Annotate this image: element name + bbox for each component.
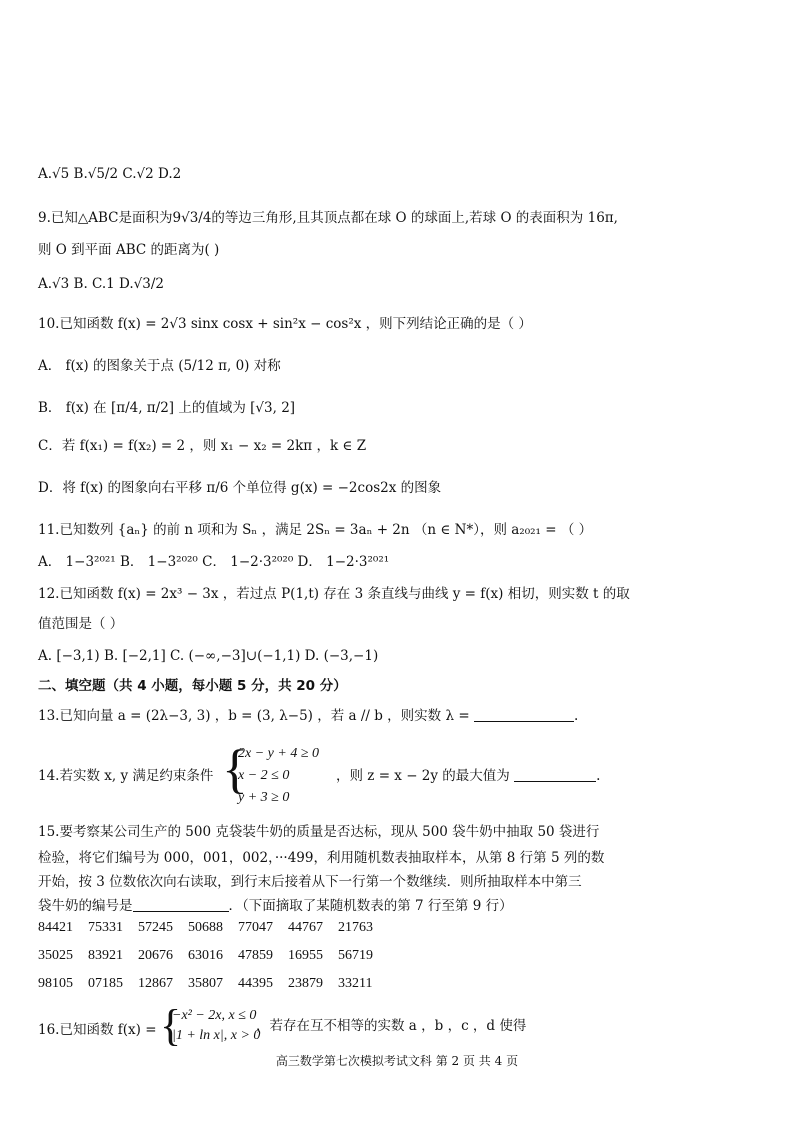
q14-constraint-3: y + 3 ≥ 0 bbox=[238, 790, 290, 805]
q12-options: A. [−3,1) B. [−2,1] C. (−∞,−3]∪(−1,1) D. (−3,−1) bbox=[38, 648, 379, 664]
q14-post-text: ，则 z = x − 2y 的最大值为 bbox=[336, 768, 510, 784]
q11-stem: 11.已知数列 {aₙ} 的前 n 项和为 Sₙ ，满足 2Sₙ = 3aₙ + 2n （n ∈ N*），则 a₂₀₂₁ = （ ） bbox=[38, 522, 593, 538]
q16-case-1: −x² − 2x, x ≤ 0 bbox=[172, 1008, 257, 1023]
q16-post: ，若存在互不相等的实数 a ，b ，c ，d 使得 bbox=[256, 1018, 527, 1034]
random-number-table bbox=[38, 920, 758, 1004]
q9-stem-line1: 9.已知△ABC是面积为9√3/4的等边三角形,且其顶点都在球 O 的球面上,若球 O 的表面积为 16π, bbox=[38, 210, 618, 226]
q15-line1: 15.要考察某公司生产的 500 克袋装牛奶的质量是否达标，现从 500 袋牛奶中抽取 50 袋进行 bbox=[38, 824, 600, 840]
q15-line4-tail: ．（下面摘取了某随机数表的第 7 行至第 9 行） bbox=[228, 898, 513, 914]
q14-post bbox=[336, 766, 600, 786]
q9-stem-line2: 则 O 到平面 ABC 的距离为( ) bbox=[38, 242, 220, 258]
table-cell: 23879 bbox=[288, 976, 323, 991]
table-cell: 12867 bbox=[138, 976, 173, 991]
q15-line4 bbox=[38, 896, 513, 916]
q10-option-b: B． f(x) 在 [π/4, π/2] 上的值域为 [√3, 2] bbox=[38, 400, 296, 416]
page-footer: 高三数学第七次模拟考试文科 第 2 页 共 4 页 bbox=[275, 1054, 519, 1068]
q10-stem: 10.已知函数 f(x) = 2√3 sinx cosx + sin²x − cos²x ，则下列结论正确的是（ ） bbox=[38, 316, 532, 332]
q13-text: 13.已知向量 a = (2λ−3, 3) ，b = (3, λ−5) ，若 a // b ，则实数 λ = bbox=[38, 708, 470, 724]
q12-stem-line1: 12.已知函数 f(x) = 2x³ − 3x ，若过点 P(1,t) 存在 3 条直线与曲线 y = f(x) 相切，则实数 t 的取 bbox=[38, 586, 630, 602]
q14-answer-blank[interactable] bbox=[514, 767, 596, 782]
q12-stem-line2: 值范围是（ ） bbox=[38, 616, 124, 632]
q15-line4-text: 袋牛奶的编号是 bbox=[38, 898, 133, 914]
table-cell: 83921 bbox=[88, 948, 123, 963]
q16-case-2: |1 + ln x|, x > 0 bbox=[172, 1028, 261, 1043]
table-cell: 56719 bbox=[338, 948, 373, 963]
table-cell: 21763 bbox=[338, 920, 373, 935]
table-cell: 35025 bbox=[38, 948, 73, 963]
q13-answer-blank[interactable] bbox=[474, 707, 574, 722]
table-cell: 84421 bbox=[38, 920, 73, 935]
q16-pre: 16.已知函数 f(x) = bbox=[38, 1022, 157, 1038]
q15-line2: 检验，将它们编号为 000，001，002，···499，利用随机数表抽取样本，从第 8 行第 5 列的数 bbox=[38, 850, 605, 866]
q14-brace: { bbox=[222, 739, 248, 799]
q15-answer-blank[interactable] bbox=[133, 897, 229, 912]
q10-option-d: D．将 f(x) 的图象向右平移 π/6 个单位得 g(x) = −2cos2x 的图象 bbox=[38, 480, 442, 496]
q13-stem bbox=[38, 706, 578, 726]
q14-constraint-2: x − 2 ≤ 0 bbox=[238, 768, 290, 783]
table-cell: 50688 bbox=[188, 920, 223, 935]
q8-options: A.√5 B.√5/2 C.√2 D.2 bbox=[38, 166, 182, 182]
q10-option-a: A． f(x) 的图象关于点 (5/12 π, 0) 对称 bbox=[38, 358, 281, 374]
table-cell: 33211 bbox=[338, 976, 373, 991]
table-cell: 98105 bbox=[38, 976, 73, 991]
table-cell: 07185 bbox=[88, 976, 123, 991]
table-cell: 75331 bbox=[88, 920, 123, 935]
q9-options: A.√3 B. C.1 D.√3/2 bbox=[38, 276, 165, 292]
table-cell: 16955 bbox=[288, 948, 323, 963]
q14-pre: 14.若实数 x, y 满足约束条件 bbox=[38, 768, 214, 784]
table-cell: 57245 bbox=[138, 920, 173, 935]
table-cell: 63016 bbox=[188, 948, 223, 963]
section-heading: 二、填空题（共 4 小题，每小题 5 分，共 20 分） bbox=[38, 678, 347, 694]
table-cell: 77047 bbox=[238, 920, 273, 935]
q15-line3: 开始，按 3 位数依次向右读取，到行末后接着从下一行第一个数继续．则所抽取样本中第三 bbox=[38, 874, 582, 890]
table-cell: 44767 bbox=[288, 920, 323, 935]
table-cell: 20676 bbox=[138, 948, 173, 963]
q13-end: . bbox=[573, 708, 579, 724]
q14-end: . bbox=[596, 768, 601, 784]
table-cell: 47859 bbox=[238, 948, 273, 963]
q16-brace: { bbox=[160, 1001, 182, 1050]
table-cell: 35807 bbox=[188, 976, 223, 991]
q10-option-c: C．若 f(x₁) = f(x₂) = 2 ，则 x₁ − x₂ = 2kπ ，k ∈ Z bbox=[38, 438, 367, 454]
table-cell: 44395 bbox=[238, 976, 273, 991]
q14-constraint-1: 2x − y + 4 ≥ 0 bbox=[238, 746, 320, 761]
q11-options: A． 1−3²⁰²¹ B． 1−3²⁰²⁰ C． 1−2·3²⁰²⁰ D． 1−2·3²⁰²¹ bbox=[38, 554, 390, 570]
